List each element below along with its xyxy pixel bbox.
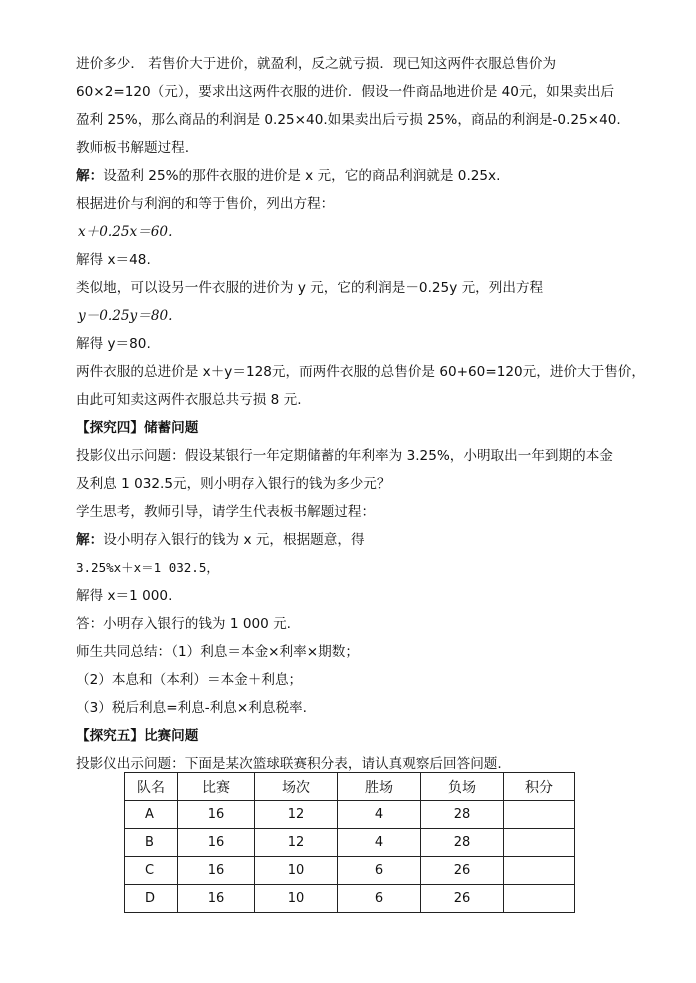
table-cell: 16 (178, 857, 255, 885)
table-cell: 12 (255, 829, 338, 857)
result-line: 解得 x＝48. (76, 252, 151, 268)
text-line: 投影仪出示问题：下面是某次篮球联赛积分表，请认真观察后回答问题. (76, 756, 502, 772)
text-line: 根据进价与利润的和等于售价，列出方程： (76, 196, 335, 212)
table-header: 负场 (421, 773, 504, 801)
table-cell: 16 (178, 801, 255, 829)
table-cell: 4 (338, 801, 421, 829)
text-line: 及利息 1 032.5元，则小明存入银行的钱为多少元？ (76, 476, 391, 492)
section-title: 【探究四】储蓄问题 (76, 420, 199, 436)
table-header: 场次 (255, 773, 338, 801)
table-cell: 6 (338, 885, 421, 913)
table-cell: 16 (178, 829, 255, 857)
text-line: 学生思考，教师引导，请学生代表板书解题过程： (76, 504, 376, 520)
table-cell (504, 857, 575, 885)
table-cell: 4 (338, 829, 421, 857)
text-line: 类似地，可以设另一件衣服的进价为 y 元，它的利润是－0.25y 元，列出方程 (76, 280, 544, 296)
text-line: 教师板书解题过程. (76, 140, 190, 156)
solution-line (76, 526, 636, 554)
summary-line: （3）税后利息=利息-利息×利息税率. (76, 700, 307, 716)
answer-line: 答：小明存入银行的钱为 1 000 元. (76, 616, 292, 632)
result-line: 解得 y＝80. (76, 336, 151, 352)
table-cell (504, 885, 575, 913)
table-row (125, 885, 575, 913)
table-header: 积分 (504, 773, 575, 801)
solution-line (76, 162, 636, 190)
solution-label: 解： (76, 168, 104, 184)
table-cell (504, 801, 575, 829)
text-line: 60×2=120（元），要求出这两件衣服的进价．假设一件商品地进价是 40元，如果卖出后 (76, 84, 615, 100)
table-header: 队名 (125, 773, 178, 801)
result-line: 解得 x＝1 000. (76, 588, 173, 604)
solution-text: 设小明存入银行的钱为 x 元，根据题意，得 (103, 532, 365, 548)
text-line: 盈利 25%，那么商品的利润是 0.25×40.如果卖出后亏损 25%，商品的利润是-0.25×40. (76, 112, 621, 128)
text-line: 投影仪出示问题：假设某银行一年定期储蓄的年利率为 3.25%，小明取出一年到期的本金 (76, 448, 613, 464)
table-cell: 10 (255, 885, 338, 913)
table-header: 比赛 (178, 773, 255, 801)
section-title: 【探究五】比赛问题 (76, 728, 199, 744)
table-cell: 28 (421, 829, 504, 857)
text-line: 进价多少． 若售价大于进价，就盈利，反之就亏损．现已知这两件衣服总售价为 (76, 56, 557, 72)
solution-text: 设盈利 25%的那件衣服的进价是 x 元，它的商品利润就是 0.25x. (103, 168, 501, 184)
table-cell: 28 (421, 801, 504, 829)
summary-line: （2）本息和（本利）＝本金＋利息； (76, 672, 303, 688)
table-cell: B (125, 829, 178, 857)
table-cell: A (125, 801, 178, 829)
table-cell: 10 (255, 857, 338, 885)
table-row (125, 857, 575, 885)
text-line: 两件衣服的总进价是 x＋y＝128元，而两件衣服的总售价是 60+60=120元，进价大于售价， (76, 364, 645, 380)
table-cell: 12 (255, 801, 338, 829)
table-cell: D (125, 885, 178, 913)
table-cell: C (125, 857, 178, 885)
document-body (76, 50, 645, 778)
text-line: 由此可知卖这两件衣服总共亏损 8 元. (76, 392, 302, 408)
summary-line: 师生共同总结：（1）利息＝本金×利率×期数； (76, 644, 359, 660)
table-cell (504, 829, 575, 857)
solution-label: 解： (76, 532, 104, 548)
equation: x＋0.25x＝60. (78, 224, 173, 240)
equation: y－0.25y＝80. (78, 308, 173, 324)
table-header-row (125, 773, 575, 801)
table-cell: 16 (178, 885, 255, 913)
score-table (124, 772, 575, 913)
table-cell: 26 (421, 885, 504, 913)
table-header: 胜场 (338, 773, 421, 801)
table-cell: 26 (421, 857, 504, 885)
equation: 3.25%x＋x＝1 032.5， (76, 560, 219, 575)
table-cell: 6 (338, 857, 421, 885)
table-row (125, 801, 575, 829)
table-row (125, 829, 575, 857)
